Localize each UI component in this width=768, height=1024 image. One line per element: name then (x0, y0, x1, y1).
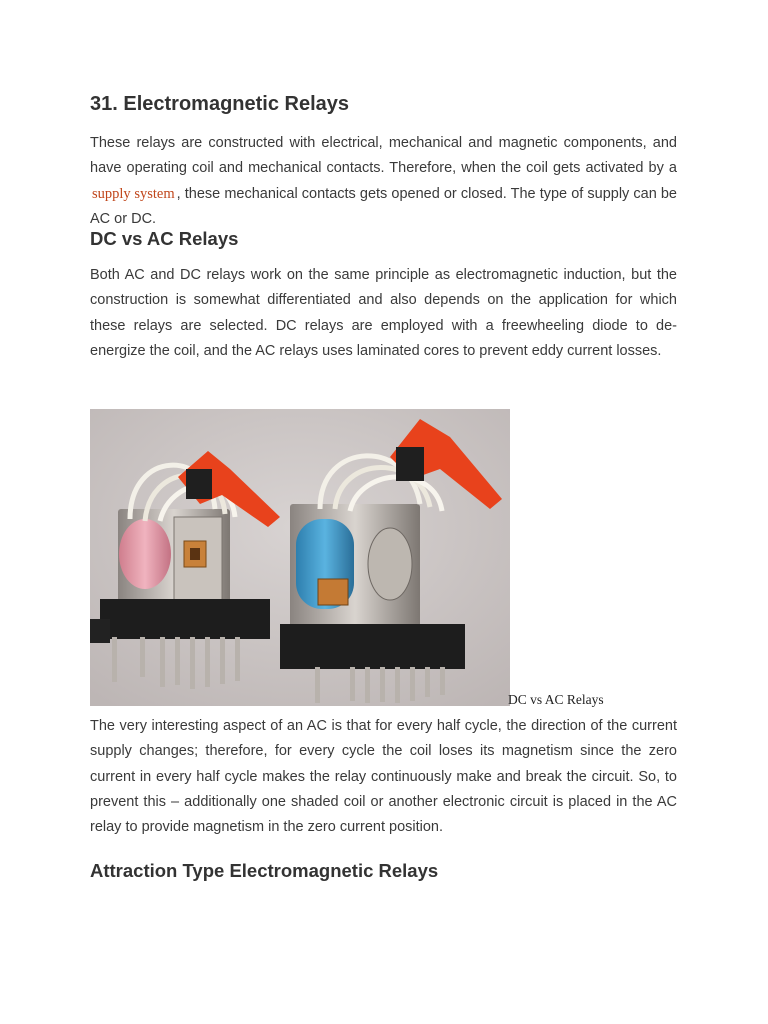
intro-text-before-link: These relays are constructed with electrical, mechanical and magnetic components, and have operating coil and mechanical contacts. Therefore, when the coil gets activated by a (90, 135, 677, 177)
ac-relay-paragraph: The very interesting aspect of an AC is that for every half cycle, the direction of the current supply changes; therefore, for every cycle the coil loses its magnetism since the zero current in every half cycle makes the relay continuously make and break the circuit. So, to prevent this – additionally one shaded coil or another electronic circuit is placed in the AC relay to provide magnetism in the zero current position. (90, 718, 677, 836)
image-caption: DC vs AC Relays (508, 692, 604, 707)
relay-photo-illustration (90, 409, 510, 706)
dc-vs-ac-heading: DC vs AC Relays (90, 228, 239, 249)
section-title: 31. Electromagnetic Relays (90, 93, 350, 115)
supply-system-link[interactable]: supply system (92, 185, 175, 202)
dc-vs-ac-paragraph: Both AC and DC relays work on the same principle as electromagnetic induction, but the construction is somewhat differentiated and also depends on the application for which these relays are selected. DC relays are employed with a freewheeling diode to de-energize the coil, and the AC relays uses laminated cores to prevent eddy current losses. (90, 267, 677, 359)
attraction-heading: Attraction Type Electromagnetic Relays (90, 860, 439, 881)
relay-photo (90, 409, 510, 706)
intro-text-after-link: , these mechanical contacts gets opened or closed. The type of supply can be AC or DC. (90, 185, 677, 227)
intro-paragraph (90, 131, 677, 232)
